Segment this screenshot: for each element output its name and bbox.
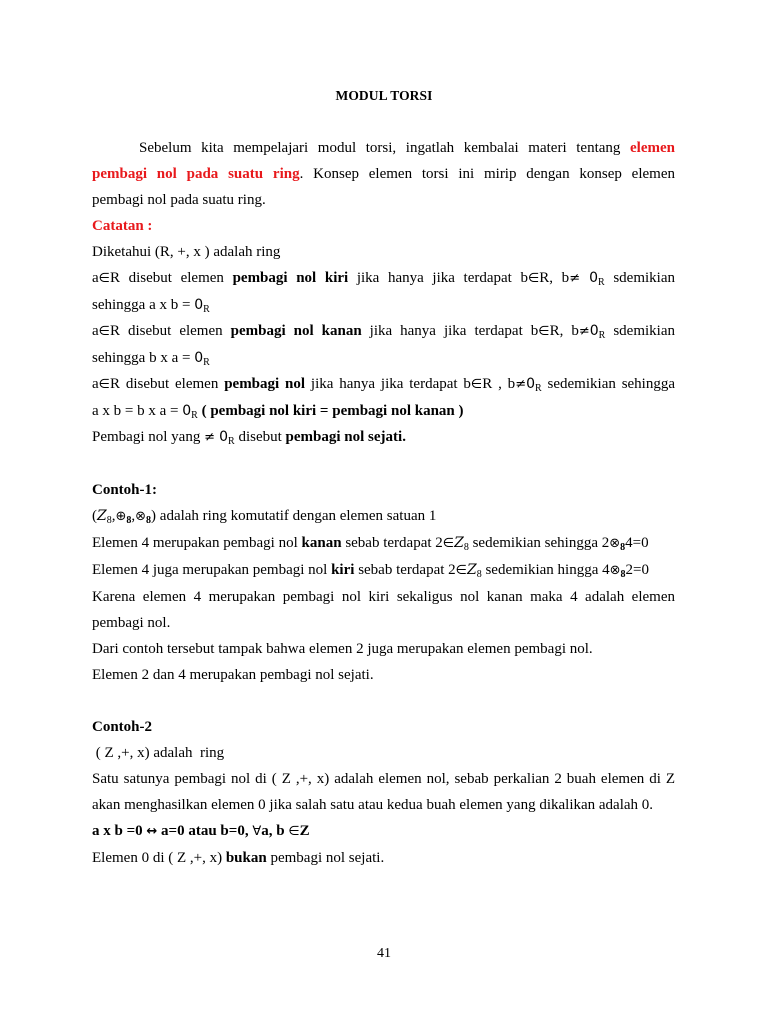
text: 4=0 — [625, 535, 649, 551]
def-kiri-line-2 — [92, 292, 675, 318]
text: jika hanya jika terdapat b — [361, 323, 539, 339]
not-equal-symbol: ≠ — [204, 430, 220, 445]
otimes-symbol: ⊗ — [609, 563, 621, 578]
text: kanan — [301, 535, 342, 551]
intro-line-2 — [92, 161, 675, 187]
text: R, b — [549, 323, 579, 339]
zero-r: 0 — [589, 323, 599, 339]
contoh2-line-bukan — [92, 845, 675, 871]
def-kanan-line-1 — [92, 318, 675, 345]
text: a=0 atau b=0, — [157, 823, 253, 839]
subscript-8: 8 — [126, 515, 132, 526]
text: bukan — [225, 850, 267, 866]
term-pembagi-nol-kanan: pembagi nol kanan — [230, 323, 362, 339]
page-number: 41 — [377, 946, 391, 961]
contoh1-line-pembagi: pembagi nol. — [92, 615, 171, 631]
def-nol-line-1 — [92, 371, 675, 398]
intro-highlight: pembagi nol pada suatu ring — [92, 166, 300, 182]
contoh1-heading: Contoh-1: — [92, 482, 158, 498]
text: sedemikian sehingga — [541, 376, 676, 392]
text: jika hanya jika terdapat b — [348, 270, 528, 286]
subscript-r: R — [598, 330, 606, 341]
catatan-heading: Catatan : — [92, 218, 153, 234]
element-of-symbol: ∈ — [470, 377, 483, 392]
element-of-symbol: ∈ — [98, 377, 110, 392]
intro-line-3: pembagi nol pada suatu ring. — [92, 192, 266, 208]
contoh2-heading: Contoh-2 — [92, 719, 153, 735]
intro-highlight: elemen — [630, 140, 675, 156]
subscript-8: 8 — [463, 542, 469, 553]
text: a x b =0 — [92, 823, 147, 839]
subscript-8: 8 — [620, 542, 626, 553]
text: , — [111, 508, 116, 524]
text: 2=0 — [625, 562, 649, 578]
text: pembagi nol sejati. — [266, 850, 385, 866]
def-kanan-line-2 — [92, 345, 675, 371]
zero-r: 0 — [194, 350, 204, 366]
contoh1-line-elemen: Elemen 2 dan 4 merupakan pembagi nol sejati. — [92, 667, 374, 683]
def-kiri-line-1 — [92, 265, 675, 292]
kiri-equals-kanan-note: ( pembagi nol kiri = pembagi nol kanan ) — [197, 403, 464, 419]
element-of-symbol: ∈ — [538, 324, 550, 339]
subscript-r: R — [598, 277, 605, 288]
subscript-r: R — [535, 383, 542, 394]
text: ) adalah ring komutatif dengan elemen satuan 1 — [151, 508, 437, 524]
zero-r: 0 — [589, 270, 599, 286]
text: sdemikian — [605, 323, 675, 339]
text: sedemikian hingga 4 — [481, 562, 610, 578]
text: a x b = b x a = — [92, 403, 183, 419]
text: R, b — [539, 270, 570, 286]
subscript-r: R — [203, 304, 210, 315]
text: R disebut elemen — [110, 270, 233, 286]
text: sehingga a x b = — [92, 297, 195, 313]
contoh2-line-satu: Satu satunya pembagi nol di ( Z ,+, x) adalah elemen nol, sebab perkalian 2 buah elemen di Z — [92, 771, 675, 787]
text: sdemikian — [604, 270, 675, 286]
term-pembagi-nol-sejati: pembagi nol sejati. — [285, 429, 406, 445]
subscript-8: 8 — [476, 569, 482, 580]
contoh1-ring-line — [92, 503, 675, 530]
text: Elemen 4 merupakan pembagi nol — [92, 535, 302, 551]
subscript-r: R — [203, 357, 210, 368]
subscript-8: 8 — [620, 569, 626, 580]
text: a — [92, 376, 99, 392]
intro-text: . Konsep elemen torsi ini mirip dengan konsep elemen — [299, 166, 675, 182]
subscript-r: R — [228, 436, 235, 447]
text: R disebut elemen — [110, 376, 225, 392]
contoh2-ring-line: ( Z ,+, x) adalah ring — [92, 745, 225, 761]
element-of-symbol: ∈ — [527, 271, 540, 286]
text: sebab terdapat 2 — [341, 535, 443, 551]
zero-r: 0 — [182, 403, 192, 419]
contoh1-line-kiri — [92, 557, 675, 584]
contoh1-line-kanan — [92, 530, 675, 557]
not-equal-symbol: ≠ — [515, 377, 527, 392]
otimes-symbol: ⊗ — [135, 509, 147, 524]
text: Pembagi nol yang — [92, 429, 205, 445]
page-title: MODUL TORSI — [335, 88, 433, 103]
text: Elemen 4 juga merupakan pembagi nol — [92, 562, 332, 578]
subscript-8: 8 — [146, 515, 152, 526]
term-pembagi-nol: pembagi nol — [224, 376, 306, 392]
not-equal-symbol: ≠ — [578, 324, 590, 339]
text: a — [92, 323, 99, 339]
text: a, b — [261, 823, 289, 839]
iff-arrow-icon: ↔ — [146, 824, 158, 839]
text: sehingga b x a = — [92, 350, 195, 366]
term-pembagi-nol-kiri: pembagi nol kiri — [232, 270, 349, 286]
not-equal-symbol: ≠ — [569, 271, 590, 286]
text: disebut — [234, 429, 286, 445]
zero-r: 0 — [194, 297, 204, 313]
spacer — [92, 451, 675, 477]
text: ( — [92, 508, 97, 524]
text: R disebut elemen — [110, 323, 231, 339]
catatan-given: Diketahui (R, +, x ) adalah ring — [92, 244, 281, 260]
intro-text: Sebelum kita mempelajari modul torsi, ingatlah kembalai materi tentang — [139, 140, 631, 156]
contoh2-formula — [92, 818, 675, 845]
element-of-symbol: ∈ — [98, 324, 110, 339]
otimes-symbol: ⊗ — [609, 536, 621, 551]
intro-line-1 — [92, 135, 675, 161]
contoh2-line-akan: akan menghasilkan elemen 0 jika salah satu atau kedua buah elemen yang dikalikan adalah 0. — [92, 797, 654, 813]
sejati-line — [92, 424, 675, 451]
text: jika hanya jika terdapat b — [305, 376, 471, 392]
zero-r: 0 — [219, 429, 229, 445]
text: , — [131, 508, 136, 524]
text: R , b — [482, 376, 516, 392]
document-body — [92, 135, 675, 871]
subscript-r: R — [191, 410, 198, 421]
contoh1-line-karena: Karena elemen 4 merupakan pembagi nol kiri sekaligus nol kanan maka 4 adalah elemen — [92, 589, 675, 605]
element-of-symbol: ∈ — [455, 563, 467, 578]
contoh1-line-dari: Dari contoh tersebut tampak bahwa elemen 2 juga merupakan elemen pembagi nol. — [92, 641, 593, 657]
text: Elemen 0 di ( Z ,+, x) — [92, 850, 226, 866]
element-of-symbol: ∈ — [442, 536, 455, 551]
def-nol-line-2 — [92, 398, 675, 424]
element-of-symbol: ∈ — [288, 824, 300, 839]
zero-r: 0 — [526, 376, 536, 392]
z-symbol: Z — [454, 535, 464, 551]
z-symbol: Z — [466, 562, 477, 578]
text: Z — [299, 823, 310, 839]
text: kiri — [331, 562, 355, 578]
spacer — [92, 688, 675, 714]
z-symbol: Z — [97, 508, 107, 524]
forall-symbol: ∀ — [252, 824, 262, 839]
subscript-8: 8 — [106, 515, 112, 526]
text: sebab terdapat 2 — [354, 562, 456, 578]
text: sedemikian sehingga 2 — [468, 535, 610, 551]
element-of-symbol: ∈ — [98, 271, 110, 286]
text: a — [92, 270, 99, 286]
oplus-symbol: ⊕ — [115, 509, 127, 524]
